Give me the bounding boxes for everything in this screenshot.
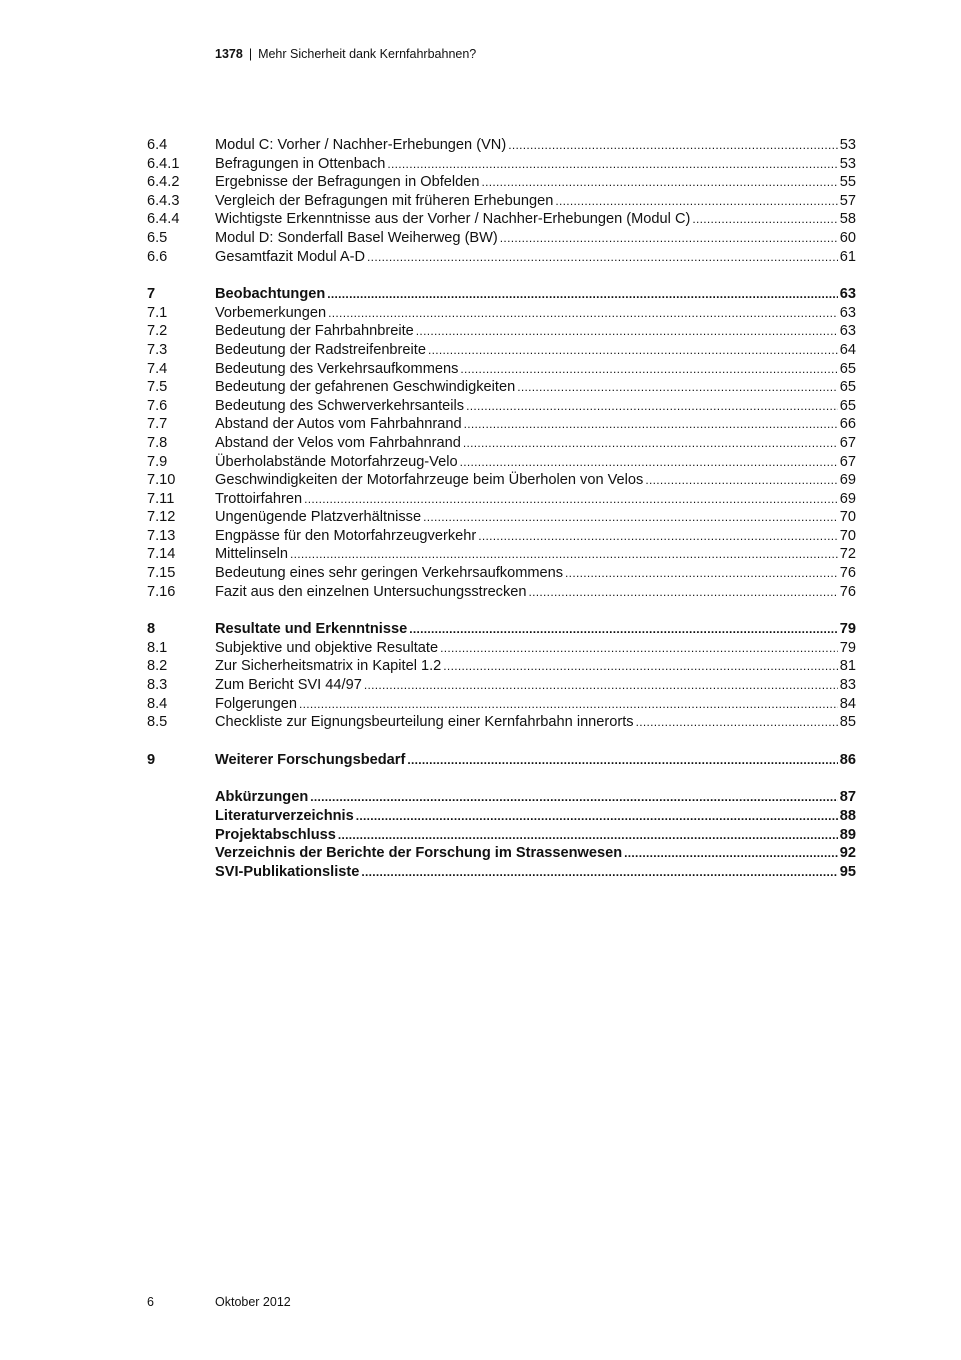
toc-entry[interactable] [147, 322, 856, 341]
toc-entry-title: Trottoirfahren [215, 490, 303, 507]
table-of-contents [147, 136, 856, 900]
toc-entry-title: Zur Sicherheitsmatrix in Kapitel 1.2 [215, 658, 442, 675]
dot-leader [299, 695, 838, 714]
toc-entry-number: 8.5 [147, 714, 168, 731]
toc-entry[interactable] [147, 229, 856, 248]
toc-entry[interactable] [147, 471, 856, 490]
dot-leader [555, 192, 837, 211]
toc-section [147, 751, 856, 770]
toc-entry-page: 55 [839, 174, 856, 191]
toc-entry-number: 7.6 [147, 397, 168, 414]
toc-entry-title: Vergleich der Befragungen mit früheren Erhebungen [215, 192, 554, 209]
toc-entry-page: 53 [839, 155, 856, 172]
toc-entry-title: Ergebnisse der Befragungen in Obfelden [215, 174, 480, 191]
toc-entry-page: 85 [839, 714, 856, 731]
publication-date: Oktober 2012 [215, 1295, 291, 1309]
dot-leader [364, 676, 838, 695]
toc-entry[interactable] [147, 713, 856, 732]
toc-entry[interactable] [147, 583, 856, 602]
dot-leader [407, 751, 837, 770]
toc-entry-number: 7.16 [147, 583, 176, 600]
dot-leader [482, 173, 838, 192]
toc-entry-page: 84 [839, 695, 856, 712]
toc-entry-page: 57 [839, 192, 856, 209]
dot-leader [565, 564, 838, 583]
toc-entry-page: 69 [839, 472, 856, 489]
toc-entry-title: Beobachtungen [215, 286, 326, 303]
dot-leader [440, 639, 838, 658]
toc-entry-number: 6.4.1 [147, 155, 180, 172]
toc-entry-title: Bedeutung der Fahrbahnbreite [215, 323, 414, 340]
toc-entry-page: 66 [839, 416, 856, 433]
toc-entry-number: 7.12 [147, 509, 176, 526]
toc-entry-title: Resultate und Erkenntnisse [215, 621, 408, 638]
toc-entry-title: Projektabschluss [215, 826, 336, 843]
toc-entry-number: 6.4.4 [147, 211, 180, 228]
toc-entry-title: Vorbemerkungen [215, 304, 327, 321]
dot-leader [290, 545, 838, 564]
toc-entry-title: Weiterer Forschungsbedarf [215, 751, 406, 768]
toc-entry[interactable] [147, 341, 856, 360]
toc-entry-page: 53 [839, 137, 856, 153]
report-title: Mehr Sicherheit dank Kernfahrbahnen? [258, 47, 477, 61]
toc-entry-page: 60 [839, 229, 856, 246]
dot-leader [464, 415, 838, 434]
toc-section [147, 620, 856, 732]
toc-entry-number: 6.4.2 [147, 174, 180, 191]
dot-leader [460, 453, 838, 472]
toc-entry-page: 95 [839, 863, 856, 880]
toc-entry[interactable] [147, 397, 856, 416]
toc-entry-number: 7.8 [147, 434, 168, 451]
toc-entry-title: Fazit aus den einzelnen Untersuchungsstrecken [215, 583, 527, 600]
toc-entry-title: Abstand der Autos vom Fahrbahnrand [215, 416, 462, 433]
toc-entry-page: 88 [839, 808, 856, 824]
toc-entry-page: 79 [839, 621, 856, 638]
dot-leader [460, 360, 837, 379]
header-separator: | [248, 47, 253, 61]
toc-entry-page: 65 [839, 360, 856, 377]
toc-entry-number: 7.10 [147, 472, 176, 489]
toc-entry[interactable] [147, 136, 856, 155]
toc-entry[interactable] [147, 490, 856, 509]
toc-entry-page: 86 [839, 751, 856, 768]
toc-entry-number: 7.13 [147, 527, 176, 544]
toc-entry[interactable] [147, 173, 856, 192]
toc-entry-title: Bedeutung der Radstreifenbreite [215, 341, 426, 358]
page-number: 6 [147, 1295, 154, 1309]
toc-entry-page: 83 [839, 677, 856, 694]
dot-leader [443, 657, 837, 676]
toc-entry-number: 8.3 [147, 677, 168, 694]
toc-entry-title: Bedeutung der gefahrenen Geschwindigkeiten [215, 379, 516, 396]
toc-entry[interactable] [147, 826, 856, 845]
dot-leader [692, 210, 837, 229]
toc-entry[interactable] [147, 863, 856, 882]
toc-entry-title: Abkürzungen [215, 789, 309, 806]
dot-leader [463, 434, 838, 453]
dot-leader [636, 713, 838, 732]
dot-leader [367, 248, 838, 267]
toc-entry-title: Verzeichnis der Berichte der Forschung im Strassenwesen [215, 845, 623, 862]
toc-entry-number: 7.1 [147, 304, 168, 321]
toc-entry[interactable] [147, 434, 856, 453]
toc-entry[interactable] [147, 192, 856, 211]
toc-entry[interactable] [147, 304, 856, 323]
toc-entry-page: 65 [839, 397, 856, 414]
toc-entry[interactable] [147, 415, 856, 434]
toc-entry-page: 64 [839, 341, 856, 358]
toc-entry-page: 76 [839, 583, 856, 600]
toc-entry-page: 67 [839, 434, 856, 451]
toc-entry-number: 6.6 [147, 248, 168, 265]
toc-entry-number: 9 [147, 751, 156, 768]
toc-entry-title: Literaturverzeichnis [215, 808, 354, 824]
toc-entry[interactable] [147, 844, 856, 863]
toc-entry-page: 87 [839, 789, 856, 806]
toc-entry-number: 7.9 [147, 453, 168, 470]
toc-entry-number: 7.4 [147, 360, 168, 377]
toc-entry[interactable] [147, 751, 856, 770]
toc-entry-number: 6.5 [147, 229, 168, 246]
toc-entry-number: 8.1 [147, 639, 168, 656]
toc-entry-page: 63 [839, 304, 856, 321]
toc-entry-number: 7.5 [147, 379, 168, 396]
toc-entry-number: 7.7 [147, 416, 168, 433]
toc-entry-number: 7.15 [147, 565, 176, 582]
dot-leader [478, 527, 838, 546]
toc-entry[interactable] [147, 807, 856, 826]
dot-leader [416, 322, 838, 341]
toc-entry-number: 7.14 [147, 546, 176, 563]
toc-entry-title: Zum Bericht SVI 44/97 [215, 677, 362, 694]
toc-entry-title: Folgerungen [215, 695, 297, 712]
dot-leader [387, 155, 837, 174]
toc-entry-title: Modul C: Vorher / Nachher-Erhebungen (VN) [215, 137, 507, 153]
dot-leader [327, 285, 838, 304]
toc-entry[interactable] [147, 695, 856, 714]
toc-entry-title: Überholabstände Motorfahrzeug-Velo [215, 453, 458, 470]
toc-entry-title: Modul D: Sonderfall Basel Weiherweg (BW) [215, 229, 498, 246]
toc-entry[interactable] [147, 620, 856, 639]
toc-entry-number: 7.2 [147, 323, 168, 340]
dot-leader [529, 583, 838, 602]
toc-entry-page: 69 [839, 490, 856, 507]
dot-leader [428, 341, 838, 360]
toc-entry-number: 8 [147, 621, 156, 638]
toc-entry-title: Bedeutung des Schwerverkehrsanteils [215, 397, 465, 414]
toc-entry-title: Bedeutung eines sehr geringen Verkehrsaufkommens [215, 565, 564, 582]
toc-entry[interactable] [147, 248, 856, 267]
toc-entry[interactable] [147, 788, 856, 807]
toc-entry-number: 7 [147, 286, 156, 303]
toc-entry-page: 89 [839, 826, 856, 843]
toc-entry-page: 58 [839, 211, 856, 228]
toc-entry[interactable] [147, 210, 856, 229]
running-header [215, 47, 476, 61]
toc-entry-title: Gesamtfazit Modul A-D [215, 248, 366, 265]
toc-entry-title: SVI-Publikationsliste [215, 863, 360, 880]
dot-leader [338, 826, 838, 845]
dot-leader [508, 136, 838, 155]
toc-entry-title: Checkliste zur Eignungsbeurteilung einer Kernfahrbahn innerorts [215, 714, 634, 731]
toc-entry-number: 6.4 [147, 137, 168, 153]
toc-entry-title: Mittelinseln [215, 546, 288, 563]
toc-entry-title: Befragungen in Ottenbach [215, 155, 386, 172]
toc-entry-title: Geschwindigkeiten der Motorfahrzeuge beim Überholen von Velos [215, 472, 644, 489]
toc-entry-number: 6.4.3 [147, 192, 180, 209]
dot-leader [500, 229, 838, 248]
toc-entry[interactable] [147, 508, 856, 527]
toc-entry-page: 63 [839, 286, 856, 303]
dot-leader [624, 844, 838, 863]
toc-entry[interactable] [147, 676, 856, 695]
toc-entry[interactable] [147, 564, 856, 583]
toc-entry[interactable] [147, 527, 856, 546]
toc-entry[interactable] [147, 285, 856, 304]
dot-leader [310, 788, 838, 807]
toc-entry-number: 7.3 [147, 341, 168, 358]
toc-entry-title: Ungenügende Platzverhältnisse [215, 509, 422, 526]
dot-leader [517, 378, 838, 397]
toc-entry-page: 81 [839, 658, 856, 675]
toc-section [147, 788, 856, 881]
toc-section [147, 136, 856, 266]
toc-entry-title: Subjektive und objektive Resultate [215, 639, 439, 656]
toc-entry-page: 72 [839, 546, 856, 563]
toc-entry-title: Abstand der Velos vom Fahrbahnrand [215, 434, 461, 451]
toc-entry-number: 8.4 [147, 695, 168, 712]
toc-entry-page: 92 [839, 845, 856, 862]
toc-entry-title: Wichtigste Erkenntnisse aus der Vorher / Nachher-Erhebungen (Modul C) [215, 211, 691, 228]
dot-leader [466, 397, 838, 416]
toc-entry[interactable] [147, 360, 856, 379]
toc-entry-page: 61 [839, 248, 856, 265]
toc-entry-page: 70 [839, 527, 856, 544]
toc-entry-title: Bedeutung des Verkehrsaufkommens [215, 360, 459, 377]
toc-entry-page: 79 [839, 639, 856, 656]
toc-entry-number: 7.11 [147, 490, 175, 507]
toc-section [147, 285, 856, 601]
dot-leader [356, 807, 838, 826]
toc-entry[interactable] [147, 545, 856, 564]
toc-entry-page: 65 [839, 379, 856, 396]
toc-entry-number: 8.2 [147, 658, 168, 675]
toc-entry[interactable] [147, 657, 856, 676]
dot-leader [304, 490, 838, 509]
toc-entry[interactable] [147, 378, 856, 397]
toc-entry-page: 76 [839, 565, 856, 582]
toc-entry[interactable] [147, 639, 856, 658]
dot-leader [645, 471, 837, 490]
toc-entry-page: 70 [839, 509, 856, 526]
toc-entry[interactable] [147, 453, 856, 472]
toc-entry-title: Engpässe für den Motorfahrzeugverkehr [215, 527, 477, 544]
dot-leader [423, 508, 838, 527]
report-number: 1378 [215, 47, 243, 61]
toc-entry-page: 63 [839, 323, 856, 340]
dot-leader [409, 620, 838, 639]
dot-leader [361, 863, 837, 882]
toc-entry-page: 67 [839, 453, 856, 470]
toc-entry[interactable] [147, 155, 856, 174]
dot-leader [328, 304, 838, 323]
